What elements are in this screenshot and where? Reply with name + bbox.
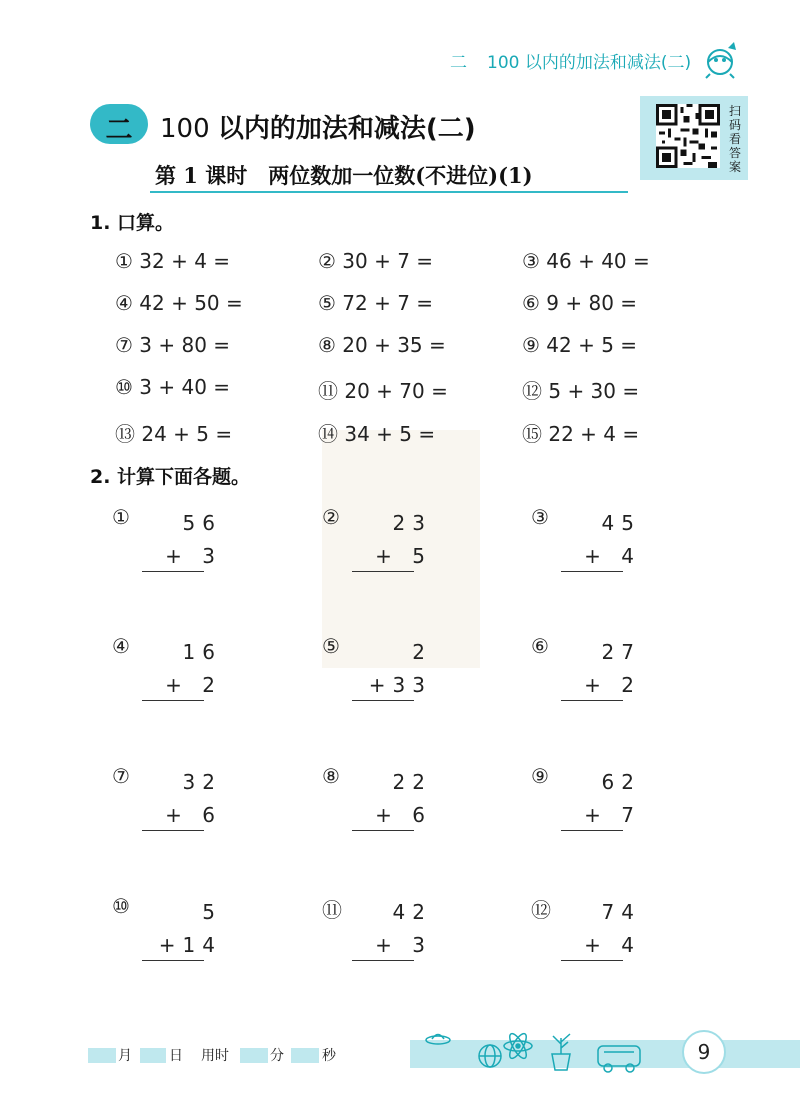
qr-label-char: 看 — [728, 132, 741, 146]
atom-icon — [504, 1031, 532, 1060]
vertical-problem — [322, 894, 432, 974]
vertical-problem — [112, 894, 222, 974]
problem-number: ③ — [531, 505, 549, 529]
oral-problem: ⑪ 20 + 70 = — [318, 379, 448, 403]
qr-label-char: 扫 — [728, 104, 741, 118]
lesson-title: 第 1 课时 两位数加一位数(不进位)(1) — [155, 163, 533, 188]
oral-problem: ⑦ 3 + 80 = — [115, 333, 231, 357]
lesson-title-underline — [150, 191, 628, 193]
vertical-problem — [112, 634, 222, 714]
running-header-title: 100 以内的加法和减法(二) — [487, 53, 692, 73]
oral-problem: ⑫ 5 + 30 = — [522, 379, 640, 403]
addend-top: 5 — [202, 900, 222, 924]
addend-bottom: + 4 — [584, 544, 641, 568]
second-fill-box[interactable] — [291, 1048, 319, 1063]
addend-bottom: + 3 — [165, 544, 222, 568]
oral-problem: ③ 46 + 40 = — [522, 249, 650, 273]
time-used-label: 用时 — [201, 1048, 229, 1064]
page-number: 9 — [697, 1040, 711, 1064]
problem-number: ⑪ — [322, 898, 342, 922]
addend-bottom: + 6 — [375, 803, 432, 827]
problem-number: ⑩ — [112, 894, 130, 918]
problem-number: ⑥ — [531, 634, 549, 658]
answer-line — [561, 700, 623, 701]
mascot-icon — [700, 40, 742, 80]
addend-top: 23 — [392, 511, 432, 535]
oral-problem: ⑧ 20 + 35 = — [318, 333, 446, 357]
answer-line — [352, 960, 414, 961]
vertical-problem — [322, 634, 432, 714]
answer-line — [561, 830, 623, 831]
section2-heading: 2. 计算下面各题。 — [90, 466, 251, 488]
minute-label: 分 — [270, 1048, 284, 1064]
addend-bottom: + 2 — [165, 673, 222, 697]
vertical-problem — [112, 505, 222, 585]
day-fill-box[interactable] — [140, 1048, 166, 1063]
footer-decorations — [420, 1030, 680, 1074]
oral-problem: ⑩ 3 + 40 = — [115, 375, 231, 399]
oral-problem: ① 32 + 4 = — [115, 249, 231, 273]
oral-problem: ② 30 + 7 = — [318, 249, 434, 273]
vertical-problem — [322, 505, 432, 585]
oral-problem: ⑬ 24 + 5 = — [115, 422, 233, 446]
vertical-problem — [531, 505, 641, 585]
answer-line — [142, 571, 204, 572]
addend-top: 27 — [601, 640, 641, 664]
potted-plant-icon — [552, 1034, 570, 1070]
qr-code[interactable] — [656, 104, 720, 168]
problem-number: ⑫ — [531, 898, 551, 922]
vertical-problem — [112, 764, 222, 844]
chapter-title — [160, 108, 476, 145]
section1-heading: 1. 口算。 — [90, 212, 175, 234]
problem-number: ⑨ — [531, 764, 549, 788]
minute-fill-box[interactable] — [240, 1048, 268, 1063]
month-label: 月 — [118, 1048, 132, 1064]
page-number-circle — [682, 1030, 726, 1074]
globe-icon — [479, 1045, 501, 1067]
problem-number: ① — [112, 505, 130, 529]
addend-bottom: + 2 — [584, 673, 641, 697]
answer-line — [561, 571, 623, 572]
problem-number: ② — [322, 505, 340, 529]
addend-bottom: + 5 — [375, 544, 432, 568]
addend-top: 74 — [601, 900, 641, 924]
addend-top: 56 — [182, 511, 222, 535]
chapter-badge — [90, 104, 148, 144]
oral-problem: ④ 42 + 50 = — [115, 291, 243, 315]
answer-line — [352, 700, 414, 701]
month-fill-box[interactable] — [88, 1048, 116, 1063]
answer-line — [142, 830, 204, 831]
qr-label — [726, 104, 744, 174]
oral-problem: ⑤ 72 + 7 = — [318, 291, 434, 315]
answer-line — [142, 960, 204, 961]
chapter-title-text: 以内的加法和减法(二) — [217, 114, 476, 144]
problem-number: ⑧ — [322, 764, 340, 788]
addend-bottom: + 7 — [584, 803, 641, 827]
answer-line — [352, 571, 414, 572]
running-header-chapter: 二 — [450, 53, 467, 73]
bus-icon — [598, 1046, 640, 1072]
qr-label-char: 答 — [728, 146, 741, 160]
oral-problem: ⑥ 9 + 80 = — [522, 291, 638, 315]
addend-top: 42 — [392, 900, 432, 924]
qr-label-char: 码 — [728, 118, 741, 132]
addend-top: 22 — [392, 770, 432, 794]
chapter-number: 100 — [160, 114, 210, 144]
vertical-problem — [531, 764, 641, 844]
problem-number: ⑦ — [112, 764, 130, 788]
addend-bottom: + 3 — [375, 933, 432, 957]
chapter-badge-text: 二 — [105, 115, 133, 146]
second-label: 秒 — [322, 1048, 336, 1064]
addend-top: 62 — [601, 770, 641, 794]
addend-top: 16 — [182, 640, 222, 664]
answer-line — [561, 960, 623, 961]
vertical-problem — [322, 764, 432, 844]
addend-bottom: +33 — [368, 673, 432, 697]
ufo-icon — [426, 1035, 450, 1045]
addend-top: 2 — [412, 640, 432, 664]
running-header — [450, 48, 691, 73]
addend-bottom: + 4 — [584, 933, 641, 957]
problem-number: ⑤ — [322, 634, 340, 658]
addend-bottom: + 6 — [165, 803, 222, 827]
vertical-problem — [531, 894, 641, 974]
answer-line — [352, 830, 414, 831]
addend-top: 45 — [601, 511, 641, 535]
problem-number: ④ — [112, 634, 130, 658]
addend-bottom: +14 — [158, 933, 222, 957]
oral-problem: ⑨ 42 + 5 = — [522, 333, 638, 357]
qr-label-char: 案 — [728, 160, 741, 174]
answer-line — [142, 700, 204, 701]
day-label: 日 — [169, 1048, 183, 1064]
oral-problem: ⑭ 34 + 5 = — [318, 422, 436, 446]
addend-top: 32 — [182, 770, 222, 794]
oral-problem: ⑮ 22 + 4 = — [522, 422, 640, 446]
vertical-problem — [531, 634, 641, 714]
